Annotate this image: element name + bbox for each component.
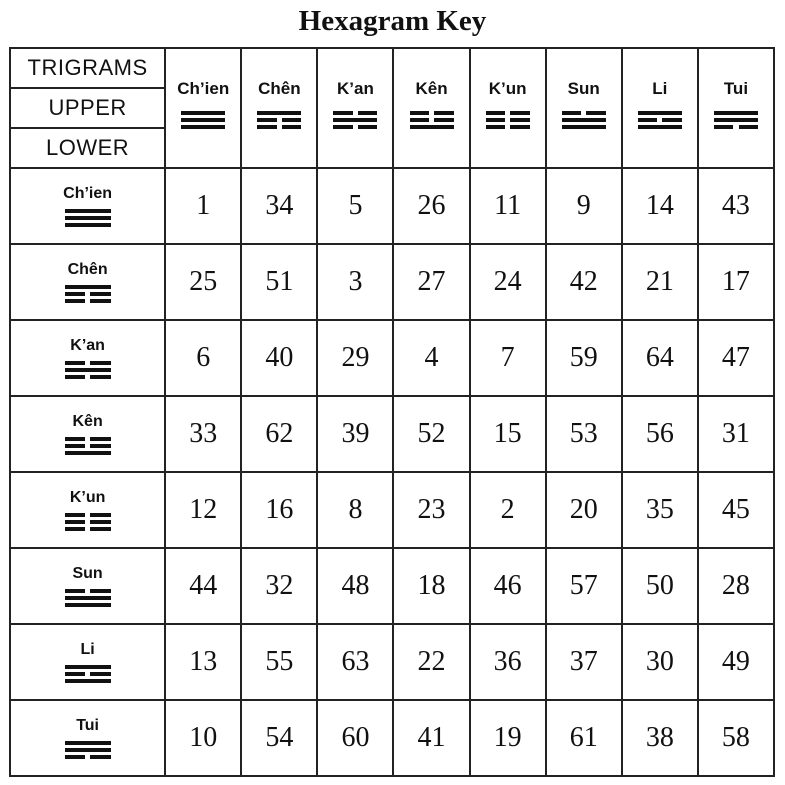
upper-trigram-name: Li bbox=[652, 79, 668, 98]
broken-line bbox=[65, 375, 111, 379]
table-row bbox=[10, 700, 774, 776]
trigram-chen-icon bbox=[65, 285, 111, 303]
upper-trigram-name: Tui bbox=[723, 79, 749, 98]
hexagram-number-cell: 45 bbox=[698, 472, 774, 548]
solid-line bbox=[65, 603, 111, 607]
hexagram-key-table bbox=[9, 47, 775, 777]
table-row bbox=[10, 396, 774, 472]
hexagram-number-cell: 49 bbox=[698, 624, 774, 700]
hexagram-number-cell: 56 bbox=[622, 396, 698, 472]
trigram-ken-icon bbox=[410, 111, 454, 129]
hexagram-number-cell: 60 bbox=[317, 700, 393, 776]
lower-trigram-header bbox=[10, 472, 165, 548]
hexagram-number-cell: 52 bbox=[393, 396, 469, 472]
broken-line bbox=[333, 111, 377, 115]
hexagram-number-cell: 1 bbox=[165, 168, 241, 244]
table-row bbox=[10, 548, 774, 624]
hexagram-number-cell: 36 bbox=[470, 624, 546, 700]
broken-line bbox=[65, 444, 111, 448]
lower-trigram-header bbox=[10, 168, 165, 244]
solid-line bbox=[638, 125, 682, 129]
hexagram-number-cell: 50 bbox=[622, 548, 698, 624]
lower-trigram-name: Ch’ien bbox=[63, 185, 113, 202]
trigram-kun-icon bbox=[486, 111, 530, 129]
hexagram-number-cell: 59 bbox=[546, 320, 622, 396]
solid-line bbox=[65, 679, 111, 683]
solid-line bbox=[562, 118, 606, 122]
upper-trigram-name: K’un bbox=[488, 79, 527, 98]
hexagram-number-cell: 40 bbox=[241, 320, 317, 396]
hexagram-number-cell: 51 bbox=[241, 244, 317, 320]
upper-trigram-header bbox=[470, 48, 546, 168]
hexagram-number-cell: 19 bbox=[470, 700, 546, 776]
hexagram-number-cell: 26 bbox=[393, 168, 469, 244]
hexagram-number-cell: 44 bbox=[165, 548, 241, 624]
lower-trigram-name: Li bbox=[80, 641, 95, 658]
hexagram-number-cell: 2 bbox=[470, 472, 546, 548]
solid-line bbox=[410, 125, 454, 129]
header-row bbox=[10, 48, 774, 168]
solid-line bbox=[65, 451, 111, 455]
solid-line bbox=[714, 118, 758, 122]
trigram-chien-icon bbox=[181, 111, 225, 129]
trigram-sun-icon bbox=[65, 589, 111, 607]
hexagram-number-cell: 32 bbox=[241, 548, 317, 624]
broken-line bbox=[333, 125, 377, 129]
upper-trigram-name: K’an bbox=[337, 79, 374, 98]
lower-label: LOWER bbox=[11, 127, 164, 167]
hexagram-number-cell: 39 bbox=[317, 396, 393, 472]
solid-line bbox=[65, 223, 111, 227]
trigram-tui-icon bbox=[714, 111, 758, 129]
hexagram-number-cell: 55 bbox=[241, 624, 317, 700]
trigram-sun-icon bbox=[562, 111, 606, 129]
broken-line bbox=[65, 292, 111, 296]
table-row bbox=[10, 168, 774, 244]
hexagram-number-cell: 34 bbox=[241, 168, 317, 244]
lower-trigram-name: Tui bbox=[76, 717, 99, 734]
hexagram-number-cell: 48 bbox=[317, 548, 393, 624]
broken-line bbox=[486, 111, 530, 115]
hexagram-number-cell: 35 bbox=[622, 472, 698, 548]
hexagram-number-cell: 31 bbox=[698, 396, 774, 472]
solid-line bbox=[257, 111, 301, 115]
trigram-kun-icon bbox=[65, 513, 111, 531]
hexagram-number-cell: 9 bbox=[546, 168, 622, 244]
broken-line bbox=[257, 118, 301, 122]
lower-trigram-header bbox=[10, 700, 165, 776]
hexagram-number-cell: 8 bbox=[317, 472, 393, 548]
hexagram-number-cell: 24 bbox=[470, 244, 546, 320]
upper-trigram-header bbox=[317, 48, 393, 168]
page-title: Hexagram Key bbox=[298, 5, 487, 37]
lower-trigram-header bbox=[10, 320, 165, 396]
table-row bbox=[10, 320, 774, 396]
hexagram-number-cell: 14 bbox=[622, 168, 698, 244]
hexagram-number-cell: 25 bbox=[165, 244, 241, 320]
hexagram-number-cell: 61 bbox=[546, 700, 622, 776]
hexagram-number-cell: 58 bbox=[698, 700, 774, 776]
hexagram-number-cell: 64 bbox=[622, 320, 698, 396]
broken-line bbox=[65, 513, 111, 517]
trigram-li-icon bbox=[65, 665, 111, 683]
hexagram-number-cell: 42 bbox=[546, 244, 622, 320]
hexagram-number-cell: 30 bbox=[622, 624, 698, 700]
broken-line bbox=[65, 672, 111, 676]
hexagram-number-cell: 33 bbox=[165, 396, 241, 472]
solid-line bbox=[181, 111, 225, 115]
hexagram-number-cell: 27 bbox=[393, 244, 469, 320]
hexagram-number-cell: 22 bbox=[393, 624, 469, 700]
solid-line bbox=[638, 111, 682, 115]
hexagram-number-cell: 29 bbox=[317, 320, 393, 396]
hexagram-number-cell: 63 bbox=[317, 624, 393, 700]
table-row bbox=[10, 244, 774, 320]
hexagram-number-cell: 38 bbox=[622, 700, 698, 776]
trigram-kan-icon bbox=[333, 111, 377, 129]
broken-line bbox=[410, 118, 454, 122]
trigrams-label: TRIGRAMS bbox=[27, 55, 148, 80]
lower-trigram-name: Chên bbox=[67, 261, 108, 278]
hexagram-number-cell: 16 bbox=[241, 472, 317, 548]
hexagram-number-cell: 11 bbox=[470, 168, 546, 244]
solid-line bbox=[181, 118, 225, 122]
broken-line bbox=[65, 437, 111, 441]
solid-line bbox=[65, 216, 111, 220]
hexagram-number-cell: 47 bbox=[698, 320, 774, 396]
corner-cell bbox=[10, 48, 165, 168]
upper-trigram-name: Sun bbox=[567, 79, 600, 98]
solid-line bbox=[65, 596, 111, 600]
broken-line bbox=[486, 125, 530, 129]
hexagram-number-cell: 46 bbox=[470, 548, 546, 624]
hexagram-key-body bbox=[10, 48, 774, 776]
broken-line bbox=[65, 520, 111, 524]
upper-trigram-header bbox=[698, 48, 774, 168]
solid-line bbox=[562, 125, 606, 129]
broken-line bbox=[257, 125, 301, 129]
upper-trigram-header bbox=[393, 48, 469, 168]
hexagram-number-cell: 62 bbox=[241, 396, 317, 472]
broken-line bbox=[65, 589, 111, 593]
solid-line bbox=[181, 125, 225, 129]
hexagram-number-cell: 3 bbox=[317, 244, 393, 320]
solid-line bbox=[65, 209, 111, 213]
hexagram-number-cell: 5 bbox=[317, 168, 393, 244]
solid-line bbox=[333, 118, 377, 122]
broken-line bbox=[486, 118, 530, 122]
upper-trigram-name: Kên bbox=[415, 79, 448, 98]
trigram-chien-icon bbox=[65, 209, 111, 227]
solid-line bbox=[714, 111, 758, 115]
hexagram-number-cell: 4 bbox=[393, 320, 469, 396]
lower-trigram-header bbox=[10, 396, 165, 472]
table-row bbox=[10, 624, 774, 700]
broken-line bbox=[562, 111, 606, 115]
lower-trigram-name: K’an bbox=[70, 337, 105, 354]
hexagram-number-cell: 10 bbox=[165, 700, 241, 776]
hexagram-number-cell: 20 bbox=[546, 472, 622, 548]
upper-trigram-header bbox=[241, 48, 317, 168]
upper-trigram-header bbox=[546, 48, 622, 168]
hexagram-number-cell: 37 bbox=[546, 624, 622, 700]
broken-line bbox=[638, 118, 682, 122]
lower-trigram-name: Sun bbox=[72, 565, 103, 582]
broken-line bbox=[714, 125, 758, 129]
hexagram-number-cell: 23 bbox=[393, 472, 469, 548]
upper-trigram-header bbox=[165, 48, 241, 168]
trigram-kan-icon bbox=[65, 361, 111, 379]
hexagram-number-cell: 7 bbox=[470, 320, 546, 396]
trigram-ken-icon bbox=[65, 437, 111, 455]
hexagram-number-cell: 54 bbox=[241, 700, 317, 776]
broken-line bbox=[65, 361, 111, 365]
trigram-tui-icon bbox=[65, 741, 111, 759]
upper-trigram-header bbox=[622, 48, 698, 168]
trigram-li-icon bbox=[638, 111, 682, 129]
hexagram-number-cell: 28 bbox=[698, 548, 774, 624]
hexagram-number-cell: 21 bbox=[622, 244, 698, 320]
broken-line bbox=[65, 299, 111, 303]
solid-line bbox=[65, 665, 111, 669]
solid-line bbox=[65, 285, 111, 289]
hexagram-number-cell: 18 bbox=[393, 548, 469, 624]
hexagram-number-cell: 12 bbox=[165, 472, 241, 548]
lower-trigram-header bbox=[10, 624, 165, 700]
hexagram-number-cell: 53 bbox=[546, 396, 622, 472]
solid-line bbox=[65, 748, 111, 752]
hexagram-number-cell: 15 bbox=[470, 396, 546, 472]
solid-line bbox=[65, 368, 111, 372]
table-row bbox=[10, 472, 774, 548]
lower-trigram-name: Kên bbox=[72, 413, 103, 430]
lower-trigram-name: K’un bbox=[69, 489, 106, 506]
broken-line bbox=[65, 527, 111, 531]
broken-line bbox=[65, 755, 111, 759]
solid-line bbox=[65, 741, 111, 745]
lower-trigram-header bbox=[10, 548, 165, 624]
hexagram-number-cell: 6 bbox=[165, 320, 241, 396]
upper-trigram-name: Chên bbox=[258, 79, 301, 98]
hexagram-number-cell: 17 bbox=[698, 244, 774, 320]
trigram-chen-icon bbox=[257, 111, 301, 129]
hexagram-number-cell: 57 bbox=[546, 548, 622, 624]
hexagram-number-cell: 13 bbox=[165, 624, 241, 700]
lower-trigram-header bbox=[10, 244, 165, 320]
hexagram-number-cell: 41 bbox=[393, 700, 469, 776]
upper-trigram-name: Ch’ien bbox=[177, 79, 230, 98]
upper-label: UPPER bbox=[11, 87, 164, 127]
hexagram-number-cell: 43 bbox=[698, 168, 774, 244]
broken-line bbox=[410, 111, 454, 115]
